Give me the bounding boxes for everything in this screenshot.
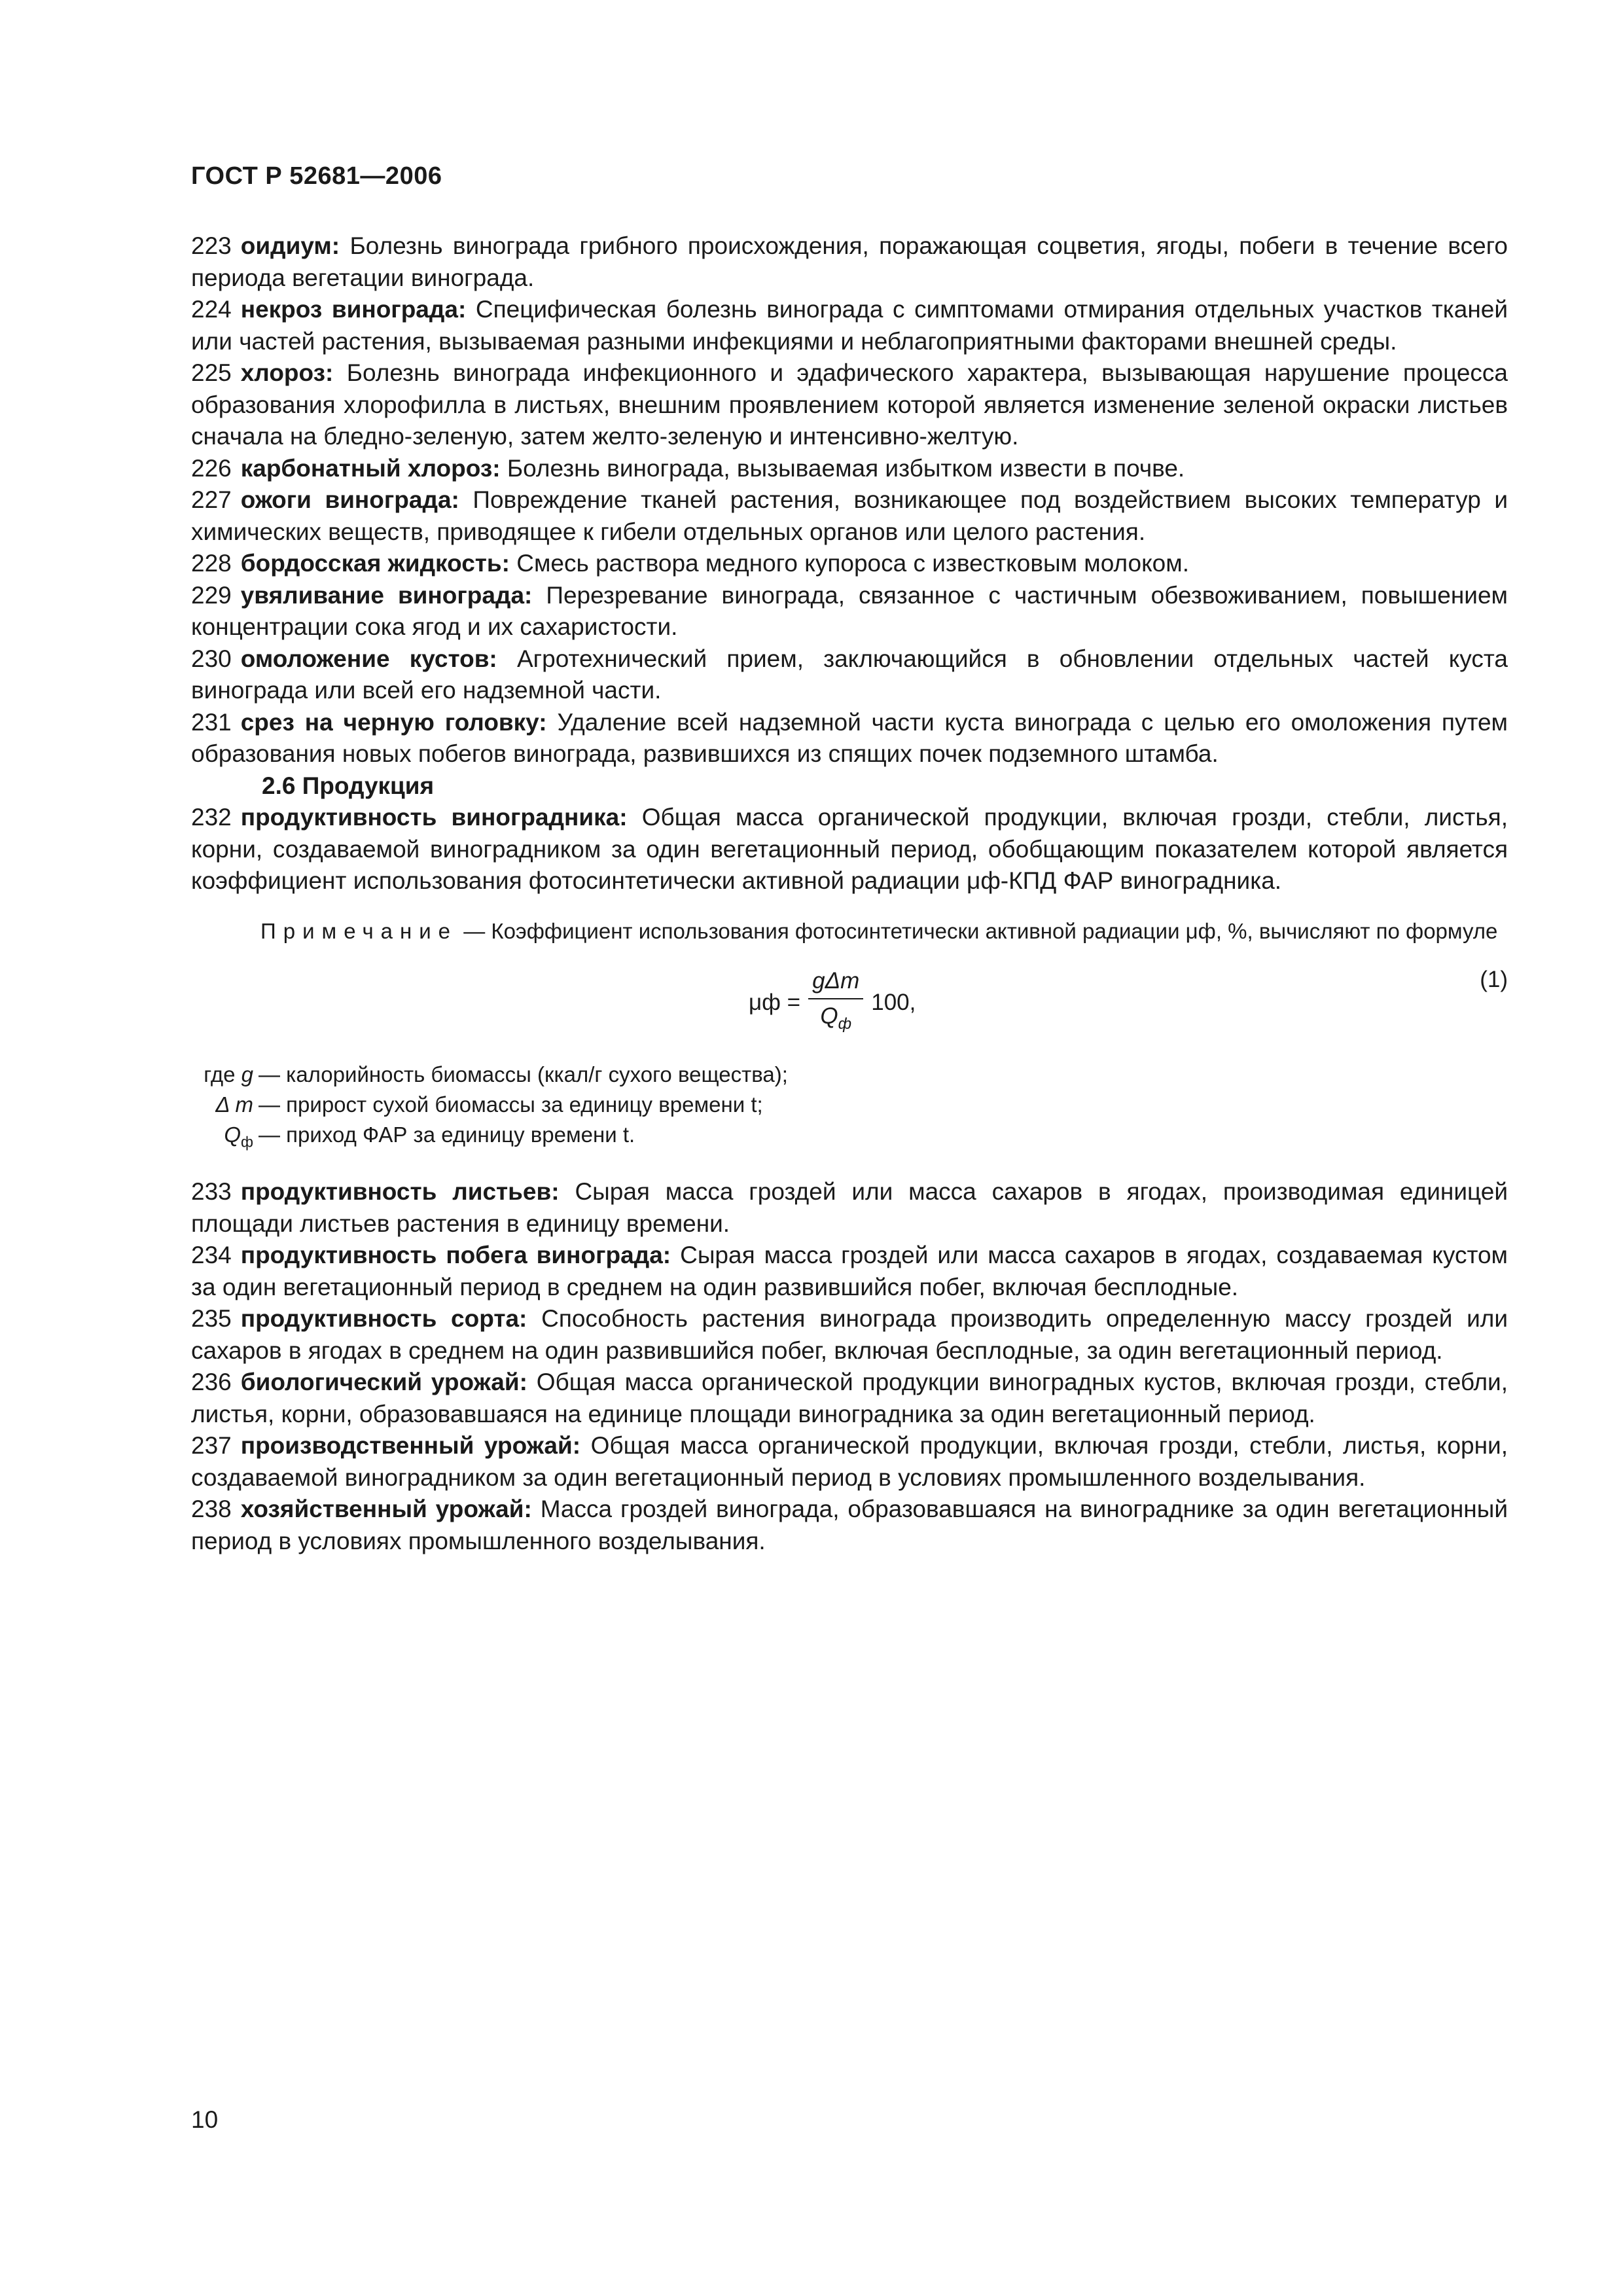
note-body: — Коэффициент использования фотосинтетически активной радиации μф, %, вычисляют по формуле — [463, 918, 1498, 943]
term-name: продуктивность виноградника: — [240, 804, 628, 831]
term-name: продуктивность побега винограда: — [240, 1242, 671, 1269]
term-number: 225 — [191, 359, 232, 386]
document-header: ГОСТ Р 52681—2006 — [191, 162, 442, 190]
term-entry — [191, 707, 1508, 770]
term-definition: Удаление всей надземной части куста винограда с целью его омоложения путем образования новых побегов винограда, развившихся из спящих почек подземного штамба. — [191, 708, 1508, 767]
legend-variable: g — [241, 1062, 253, 1086]
legend-variable: Q — [224, 1122, 241, 1147]
term-name: производственный урожай: — [240, 1432, 581, 1460]
term-name: срез на черную головку: — [240, 708, 547, 736]
page-number: 10 — [191, 2106, 219, 2133]
term-definition: Повреждение тканей растения, возникающее под воздействием высоких температур и химических веществ, приводящее к гибели отдельных органов или целого растения. — [191, 486, 1508, 545]
formula-denominator-main: Q — [820, 1003, 838, 1029]
term-definition: Болезнь винограда грибного происхождения, поражающая соцветия, ягоды, побеги в течение всего периода вегетации винограда. — [191, 232, 1508, 291]
formula-rhs: 100, — [871, 989, 916, 1015]
term-number: 232 — [191, 804, 232, 831]
document-body — [191, 230, 1508, 1557]
legend-subscript: ф — [240, 1133, 253, 1151]
term-entry — [191, 484, 1508, 548]
term-number: 235 — [191, 1305, 232, 1333]
term-name: продуктивность листьев: — [240, 1178, 560, 1206]
legend-description: — калорийность биомассы (ккал/г сухого вещества); — [259, 1062, 788, 1086]
term-number: 227 — [191, 486, 232, 513]
term-definition: Болезнь винограда инфекционного и эдафического характера, вызывающая нарушение процесса образования хлорофилла в листьях, внешним проявлением которой является изменение зеленой окраски листьев сначала на бледно-зеленую, затем желто-зеленую и интенсивно-желтую. — [191, 359, 1508, 450]
term-name: увяливание винограда: — [240, 581, 533, 609]
formula-row — [191, 952, 1508, 1050]
term-name: ожоги винограда: — [240, 486, 459, 513]
term-definition: Способность растения винограда производить определенную массу гроздей или сахаров в ягодах в среднем на один развившийся побег, включая бесплодные, за один вегетационный период. — [191, 1305, 1508, 1364]
term-number: 228 — [191, 550, 232, 577]
legend-description: — приход ФАР за единицу времени t. — [259, 1122, 635, 1147]
terms-list-b — [191, 1176, 1508, 1557]
formula-lhs: μф = — [749, 989, 801, 1015]
legend-variable: Δ m — [215, 1092, 253, 1117]
formula-number: (1) — [1480, 966, 1508, 992]
legend-symbol — [191, 1120, 253, 1157]
formula-denominator-sub: ф — [838, 1014, 852, 1033]
term-name: оидиум: — [240, 232, 340, 259]
section-title: 2.6 Продукция — [262, 772, 435, 799]
term-number: 229 — [191, 581, 232, 609]
terms-list-a — [191, 230, 1508, 770]
term-definition: Перезревание винограда, связанное с частичным обезвоживанием, повышением концентрации сока ягод и их сахаристости. — [191, 581, 1508, 640]
term-name: некроз винограда: — [240, 296, 467, 323]
term-number: 238 — [191, 1496, 232, 1523]
term-entry — [191, 643, 1508, 707]
term-entry — [191, 580, 1508, 643]
term-number: 237 — [191, 1432, 232, 1460]
legend-prefix: где — [204, 1062, 236, 1086]
term-definition: Общая масса органической продукции, включая грозди, стебли, листья, корни, создаваемой виноградником за один вегетационный период в условиях промышленного возделывания. — [191, 1432, 1508, 1491]
term-entry — [191, 294, 1508, 357]
term-number: 230 — [191, 645, 232, 672]
term-number: 226 — [191, 454, 232, 482]
term-entry — [191, 1176, 1508, 1240]
term-definition: Болезнь винограда, вызываемая избытком извести в почве. — [507, 454, 1185, 482]
term-definition: Смесь раствора медного купороса с известковым молоком. — [516, 550, 1189, 577]
note-block — [191, 917, 1508, 1157]
formula-denominator — [820, 999, 851, 1039]
term-number: 236 — [191, 1369, 232, 1396]
term-name: омоложение кустов: — [240, 645, 497, 672]
term-entry — [191, 548, 1508, 580]
term-entry — [191, 453, 1508, 485]
term-definition: Сырая масса гроздей или масса сахаров в ягодах, производимая единицей площади листьев растения в единицу времени. — [191, 1178, 1508, 1237]
term-entry — [191, 1240, 1508, 1303]
legend-description: — прирост сухой биомассы за единицу времени t; — [259, 1092, 763, 1117]
note-text — [191, 917, 1508, 946]
term-number: 223 — [191, 232, 232, 259]
term-entry — [191, 357, 1508, 453]
term-definition: Специфическая болезнь винограда с симптомами отмирания отдельных участков тканей или частей растения, вызываемая разными инфекциями и неблагоприятными факторами внешней среды. — [191, 296, 1508, 355]
legend-symbol — [191, 1090, 253, 1120]
term-name: продуктивность сорта: — [240, 1305, 527, 1333]
term-definition: Общая масса органической продукции виноградных кустов, включая грозди, стебли, листья, корни, образовавшаяся на единице площади виноградника за один вегетационный период. — [191, 1369, 1508, 1427]
term-entry — [191, 1303, 1508, 1367]
formula-fraction — [808, 967, 863, 1039]
legend-row — [191, 1120, 1508, 1157]
term-name: биологический урожай: — [240, 1369, 527, 1396]
term-number: 224 — [191, 296, 232, 323]
term-number: 231 — [191, 708, 232, 736]
term-number: 234 — [191, 1242, 232, 1269]
term-entry — [191, 802, 1508, 897]
term-entry — [191, 1367, 1508, 1430]
term-definition: Агротехнический прием, заключающийся в обновлении отдельных частей куста винограда или всей его надземной части. — [191, 645, 1508, 704]
term-name: бордосская жидкость: — [240, 550, 510, 577]
formula-legend — [191, 1060, 1508, 1157]
term-entry — [191, 1430, 1508, 1494]
legend-row — [191, 1090, 1508, 1120]
term-name: хлороз: — [240, 359, 334, 386]
legend-row — [191, 1060, 1508, 1090]
term-definition: Сырая масса гроздей или масса сахаров в ягодах, создаваемая кустом за один вегетационный период в среднем на один развившийся побег, включая бесплодные. — [191, 1242, 1508, 1300]
term-definition: Общая масса органической продукции, включая грозди, стебли, листья, корни, создаваемой виноградником за один вегетационный период, обобщающим показателем которой является коэффициент использования фотосинтетически активной радиации μф-КПД ФАР виноградника. — [191, 804, 1508, 894]
formula — [749, 967, 916, 1039]
term-name: карбонатный хлороз: — [240, 454, 501, 482]
term-name: хозяйственный урожай: — [240, 1496, 532, 1523]
term-entry — [191, 1494, 1508, 1557]
legend-symbol — [191, 1060, 253, 1090]
term-number: 233 — [191, 1178, 232, 1206]
formula-numerator: gΔm — [808, 967, 863, 999]
note-label: Примечание — [260, 918, 458, 943]
term-definition: Масса гроздей винограда, образовавшаяся на винограднике за один вегетационный период в условиях промышленного возделывания. — [191, 1496, 1508, 1554]
term-entry — [191, 230, 1508, 294]
